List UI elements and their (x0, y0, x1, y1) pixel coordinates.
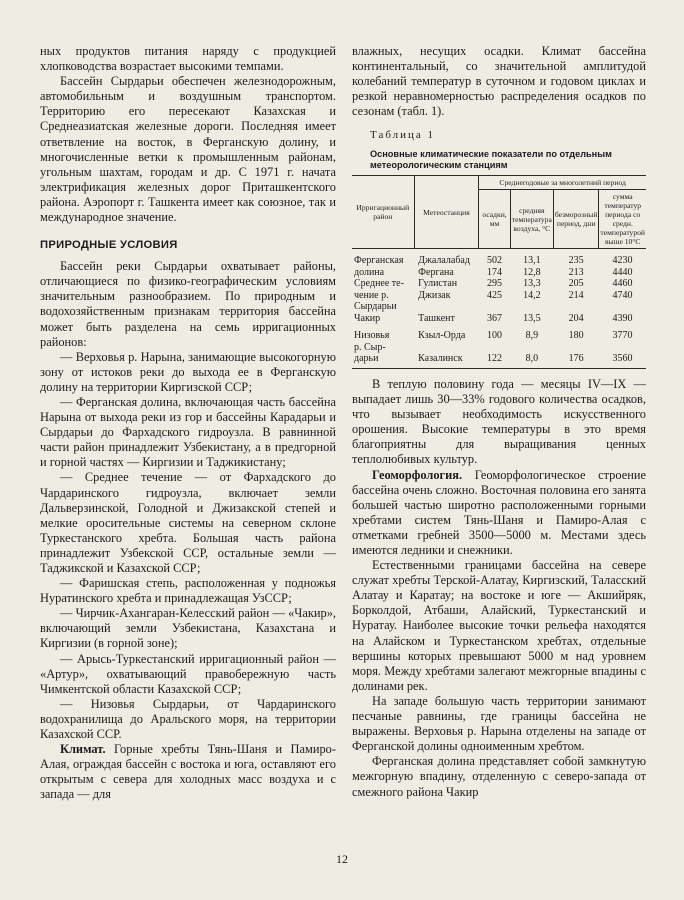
cell-station: Казалинск (418, 353, 463, 365)
cell-precip: 122 (487, 353, 502, 365)
region-item: — Фаришская степь, расположенная у подножья Нуратинского хребта и принадлежащая УзССР; (40, 576, 336, 606)
climate-paragraph (40, 742, 336, 802)
region-item: — Верховья р. Нарына, занимающие высокогорную зону от истоков реки до выхода ее в Ферганскую долину на территории Киргизской ССР; (40, 349, 336, 394)
climate-title: Климат. (60, 742, 106, 757)
cell-precip (479, 301, 511, 313)
cell-region: долина (354, 266, 385, 278)
cell-precip: 367 (487, 312, 502, 324)
cell-precip (479, 342, 511, 354)
cell-frostfree: 213 (568, 266, 584, 278)
cell-temp: 8,0 (525, 353, 539, 365)
table-row (352, 353, 646, 368)
cell-tempsum: 4740 (612, 289, 633, 301)
cell-region: Ферганская (354, 255, 404, 267)
table-row (352, 342, 646, 354)
cell-tempsum: 4440 (612, 266, 633, 278)
cell-region: Низовья (354, 330, 390, 342)
left-paragraph-1: ных продуктов питания наряду с продукцией хлопководства возрастает высокими темпами. (40, 44, 336, 74)
cell-temp: 8,9 (525, 330, 539, 342)
table-row (352, 313, 646, 325)
right-paragraph-2: В теплую половину года — месяцы IV—IX — выпадает лишь 30—33% годового количества осадков, что вызывает необходимость искусственного орошения. Высокие температуры в это время благоприятны для выращивания ценных теплолюбивых культур. (352, 376, 646, 467)
cell-station (414, 301, 479, 313)
left-column (40, 44, 336, 803)
header-station: Метеостанция (414, 176, 479, 249)
cell-precip: 295 (487, 278, 502, 290)
cell-frostfree: 204 (568, 312, 584, 324)
table-body (352, 249, 646, 369)
header-frostfree: безморозный период, дни (553, 190, 599, 249)
cell-region: Среднее те- (354, 278, 404, 290)
table-row (352, 301, 646, 313)
cell-station (414, 342, 479, 354)
region-item: — Среднее течение — от Фархадского до Чардаринского гидроузла, включает земли Дальверзинской, Голодной и Джизакской степей и мелкие оросительные системы на северном склоне Туркестанского хребта. Большая часть района принадлежит Узбекской ССР, остальные земли — Таджикской и Казахской ССР; (40, 470, 336, 575)
cell-station: Джизак (418, 289, 451, 301)
table-caption: Основные климатические показатели по отдельным метеорологическим станциям (370, 149, 612, 171)
cell-frostfree (553, 342, 599, 354)
table-row (352, 278, 646, 290)
table-row (352, 324, 646, 342)
region-item: — Ферганская долина, включающая часть бассейна Нарына от выхода реки из гор и бассейны Карадарьи и Сырдарьи до Фархадского гидроузла. В равнинной части район принадлежит Узбекистану, а в предгорной и горной частях — Киргизии и Таджикистану; (40, 394, 336, 470)
cell-temp: 12,8 (523, 266, 541, 278)
right-paragraph-5: Ферганская долина представляет собой замкнутую межгорную впадину, отделенную с северо-запада от смежного района Чакир (352, 754, 646, 799)
region-item: — Чирчик-Ахангаран-Келесский район — «Чакир», включающий земли Узбекистана, Казахстана и Киргизии (в горной зоне); (40, 606, 336, 651)
cell-region: Чакир (354, 312, 381, 324)
cell-temp: 13,5 (523, 312, 541, 324)
cell-region: р. Сыр- (354, 341, 386, 353)
header-temp: средняя температура воздуха, °C (510, 190, 553, 249)
climate-table (352, 175, 646, 369)
cell-tempsum (599, 301, 646, 313)
header-region: Ирригационный район (352, 176, 414, 249)
cell-frostfree: 214 (568, 289, 584, 301)
region-item: — Низовья Сырдарьи, от Чардаринского водохранилища до Аральского моря, на территории Казахской ССР. (40, 696, 336, 742)
left-paragraph-2: Бассейн Сырдарьи обеспечен железнодорожным, автомобильным и воздушным транспортом. Территорию его пересекают Казахская и Среднеазиатская железные дороги. Последняя имеет ответвление на восток, в Ферганскую долину, и многочисленные ветки к промышленным районам, угольным шахтам, городам и др. С 1971 г. начата электрификация железных дорог Приташкентского района. Аэропорт г. Ташкента имеет как союзное, так и международное значение. (40, 74, 336, 225)
page-number: 12 (336, 852, 348, 866)
table-row (352, 290, 646, 302)
cell-tempsum: 4230 (612, 255, 633, 267)
cell-region: Сырдарьи (354, 301, 397, 313)
cell-precip: 174 (487, 266, 502, 278)
table-row (352, 249, 646, 267)
cell-station: Джалалабад (418, 255, 470, 267)
cell-temp: 13,1 (523, 255, 541, 267)
geomorphology-title: Геоморфология. (372, 467, 463, 482)
cell-temp: 13,3 (523, 278, 541, 290)
cell-temp: 14,2 (523, 289, 541, 301)
header-precip: осадки, мм (479, 190, 511, 249)
cell-region: дарьи (354, 353, 379, 365)
cell-frostfree: 235 (568, 255, 584, 267)
cell-frostfree: 205 (568, 278, 584, 290)
header-tempsum: сумма температур периода со средн. температурой выше 10°C (599, 190, 646, 249)
region-item: — Арысь-Туркестанский ирригационный район — «Артур», охватывающий правобережную часть Чимкентской области Казахской ССР; (40, 651, 336, 696)
section-heading: ПРИРОДНЫЕ УСЛОВИЯ (40, 239, 178, 252)
cell-region: чение р. (354, 289, 389, 301)
cell-frostfree: 176 (568, 353, 584, 365)
right-paragraph-3: Естественными границами бассейна на севере служат хребты Терской-Алатау, Киргизский, Таласский Алатау и Каратау; на востоке и юге — Акшийряк, Борколдой, Атбаши, Алайский, Туркестанский и Нуратау. Наиболее высокие точки рельефа находятся на Алайском и Туркестанском хребтах, отдельные вершины которых превышают 5000 м над уровнем моря. Между хребтами залегают межгорные впадины с долинами рек. (352, 558, 646, 693)
cell-frostfree (553, 301, 599, 313)
cell-station: Фергана (418, 266, 454, 278)
table-number: Таблица 1 (370, 129, 436, 142)
cell-precip: 100 (487, 330, 502, 342)
cell-frostfree: 180 (568, 330, 584, 342)
cell-tempsum: 3770 (612, 330, 633, 342)
cell-tempsum: 3560 (612, 353, 633, 365)
cell-station: Кзыл-Орда (418, 330, 466, 342)
cell-tempsum (599, 342, 646, 354)
cell-tempsum: 4460 (612, 278, 633, 290)
geomorphology-paragraph (352, 468, 646, 559)
cell-station: Ташкент (418, 312, 455, 324)
left-paragraph-3: Бассейн реки Сырдарьи охватывает районы, отличающиеся по физико-географическим условиям значительным разнообразием. По природным и водохозяйственным признакам территория бассейна может быть разделена на семь ирригационных районов: (40, 259, 336, 349)
right-paragraph-1: влажных, несущих осадки. Климат бассейна континентальный, со значительной амплитудой колебаний температур в суточном и годовом циклах и резкой неравномерностью распределения осадков по сезонам (табл. 1). (352, 44, 646, 119)
cell-precip: 425 (487, 289, 502, 301)
cell-temp (510, 342, 553, 354)
header-group: Среднегодовые за многолетний период (479, 176, 646, 190)
cell-tempsum: 4390 (612, 312, 633, 324)
table-row (352, 267, 646, 279)
climate-text: Горные хребты Тянь-Шаня и Памиро-Алая, ограждая бассейн с востока и юга, оставляют его открытым с севера для холодных масс воздуха и с запада — для (40, 742, 336, 802)
right-column (352, 44, 646, 800)
geomorphology-text: Геоморфологическое строение бассейна очень сложно. Восточная половина его занята большей частью широтно расположенными горными хребтами систем Тянь-Шаня и Памиро-Алая с отметками гребней 3500—5000 м. Местами здесь имеются ледники и снежники. (352, 467, 646, 557)
right-paragraph-4: На западе большую часть территории занимают песчаные равнины, где границы бассейна не выражены. Верховья р. Нарына отделены на западе от Ферганской долины одноименным хребтом. (352, 693, 646, 754)
cell-precip: 502 (487, 255, 502, 267)
cell-temp (510, 301, 553, 313)
cell-station: Гулистан (418, 278, 458, 290)
